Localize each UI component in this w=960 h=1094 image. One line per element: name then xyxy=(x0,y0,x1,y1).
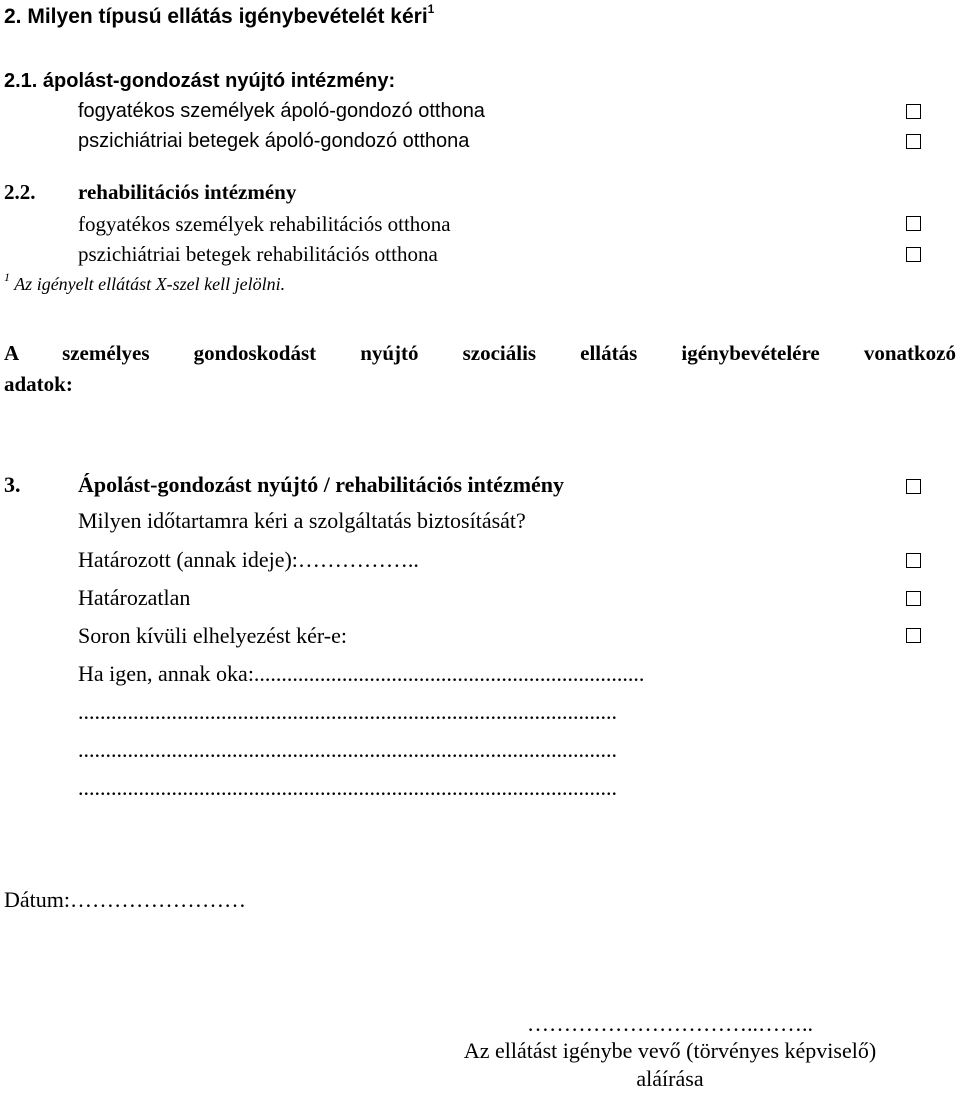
footnote-ref: 1 xyxy=(427,2,435,16)
section3-number: 3. xyxy=(4,472,21,497)
reason-line[interactable]: .................................................................................................. xyxy=(78,775,617,800)
checkbox[interactable] xyxy=(906,591,921,606)
signature-caption: Az ellátást igénybe vevő (törvényes képviselő) xyxy=(463,1038,877,1063)
section-heading xyxy=(4,4,434,29)
footnote-mark: 1 xyxy=(4,270,10,284)
checkbox[interactable] xyxy=(906,479,921,494)
duration-question: Milyen időtartamra kéri a szolgáltatás biztosítását? xyxy=(78,508,526,533)
option-label: fogyatékos személyek ápoló-gondozó otthona xyxy=(78,100,485,122)
signature-caption-2: aláírása xyxy=(636,1066,704,1091)
subsection-title-2-1: 2.1. ápolást-gondozást nyújtó intézmény: xyxy=(4,70,396,92)
reason-line[interactable]: .................................................................................................. xyxy=(78,737,617,762)
subsection-title-2-2: rehabilitációs intézmény xyxy=(78,180,297,204)
urgent-placement-label: Soron kívüli elhelyezést kér-e: xyxy=(78,623,347,648)
section-heading-text: 2. Milyen típusú ellátás igénybevételét kéri xyxy=(4,5,428,28)
data-heading-line1: A személyes gondoskodást nyújtó szociális ellátás igénybevételére vonatkozó xyxy=(4,341,956,365)
subsection-number-2-2: 2.2. xyxy=(4,180,36,204)
checkbox[interactable] xyxy=(906,216,921,231)
fixed-term-label: Határozott (annak ideje):…………….. xyxy=(78,547,419,572)
option-label: pszichiátriai betegek ápoló-gondozó otthona xyxy=(78,130,470,152)
signature-line[interactable]: …………………………..…….. xyxy=(527,1011,813,1036)
footnote-text: Az igényelt ellátást X-szel kell jelölni. xyxy=(14,274,286,294)
date-field[interactable]: Dátum:…………………… xyxy=(4,887,246,912)
checkbox[interactable] xyxy=(906,247,921,262)
checkbox[interactable] xyxy=(906,628,921,643)
data-heading-line2: adatok: xyxy=(4,372,73,396)
indefinite-label: Határozatlan xyxy=(78,585,191,610)
reason-line[interactable]: .................................................................................................. xyxy=(78,699,617,724)
section3-title: Ápolást-gondozást nyújtó / rehabilitációs intézmény xyxy=(78,472,565,497)
checkbox[interactable] xyxy=(906,553,921,568)
footnote xyxy=(4,272,285,295)
option-label: pszichiátriai betegek rehabilitációs otthona xyxy=(78,242,438,266)
checkbox[interactable] xyxy=(906,134,921,149)
reason-label[interactable]: Ha igen, annak oka:....................................................................... xyxy=(78,661,645,686)
option-label: fogyatékos személyek rehabilitációs otthona xyxy=(78,212,451,236)
checkbox[interactable] xyxy=(906,104,921,119)
